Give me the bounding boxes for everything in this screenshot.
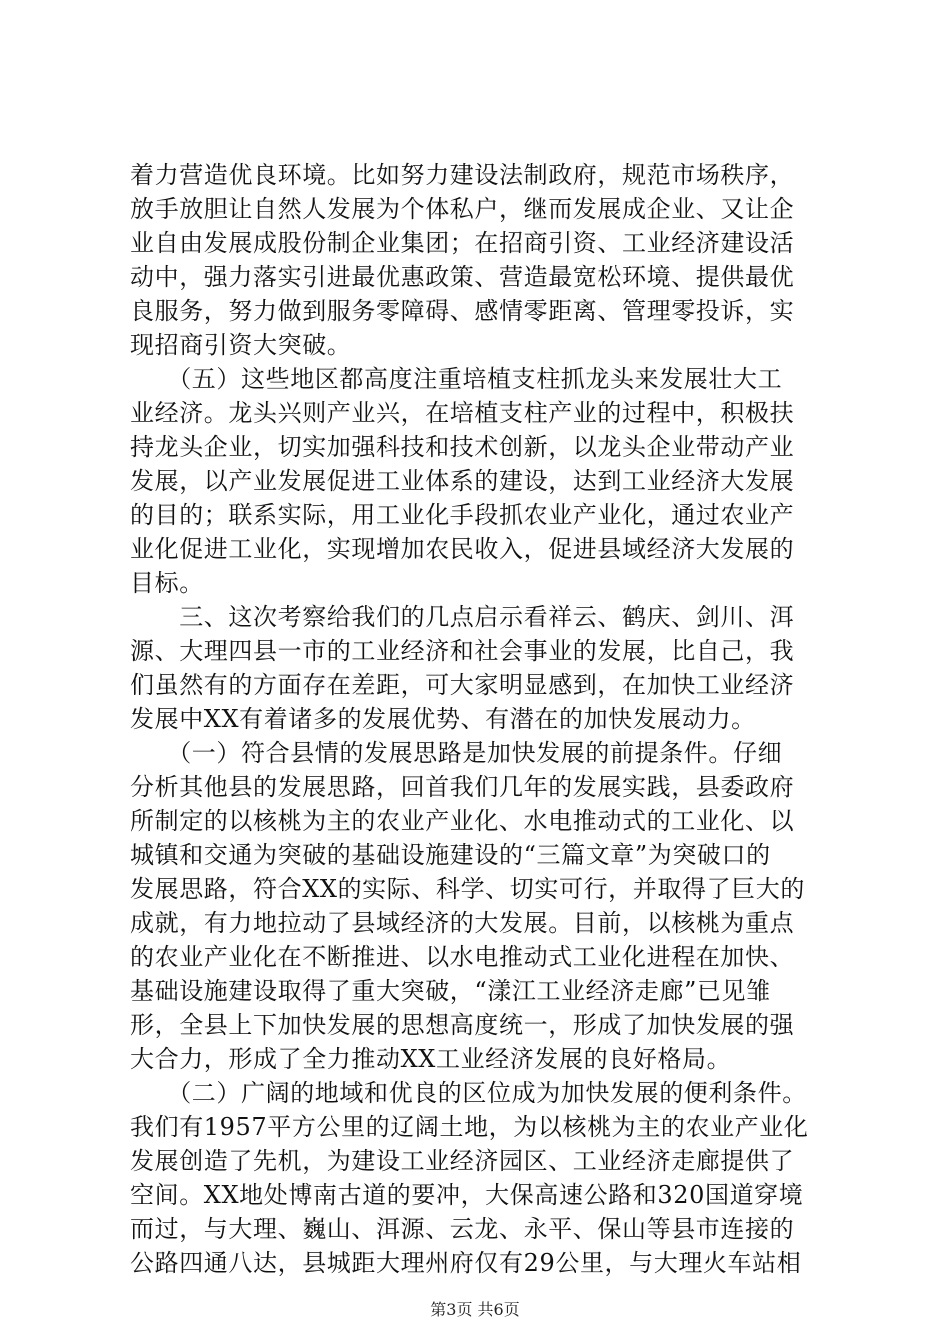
text-line: 着力营造优良环境。比如努力建设法制政府，规范市场秩序， bbox=[130, 161, 795, 189]
text-line: 现招商引资大突破。 bbox=[130, 331, 352, 359]
text-line: 的目的；联系实际，用工业化手段抓农业产业化，通过农业产 bbox=[130, 501, 795, 529]
text-line: 城镇和交通为突破的基础设施建设的“三篇文章”为突破口的 bbox=[130, 841, 771, 869]
text-line: 空间。XX地处博南古道的要冲，大保高速公路和320国道穿境 bbox=[130, 1181, 804, 1209]
text-line: 基础设施建设取得了重大突破，“漾江工业经济走廊”已见雏 bbox=[130, 977, 771, 1005]
text-line: 业自由发展成股份制企业集团；在招商引资、工业经济建设活 bbox=[130, 229, 795, 257]
text-line: 发展，以产业发展促进工业体系的建设，达到工业经济大发展 bbox=[130, 467, 795, 495]
text-line: 三、这次考察给我们的几点启示看祥云、鹤庆、剑川、洱 bbox=[130, 603, 795, 631]
text-line: 的农业产业化在不断推进、以水电推动式工业化进程在加快、 bbox=[130, 943, 795, 971]
text-line: 公路四通八达，县城距大理州府仅有29公里，与大理火车站相 bbox=[130, 1249, 802, 1277]
text-line: 发展创造了先机，为建设工业经济园区、工业经济走廊提供了 bbox=[130, 1147, 795, 1175]
text-line: 良服务，努力做到服务零障碍、感情零距离、管理零投诉，实 bbox=[130, 297, 795, 325]
text-line: （一）符合县情的发展思路是加快发展的前提条件。仔细 bbox=[130, 739, 783, 767]
text-line: 业化促进工业化，实现增加农民收入，促进县域经济大发展的 bbox=[130, 535, 795, 563]
text-line: 所制定的以核桃为主的农业产业化、水电推动式的工业化、以 bbox=[130, 807, 795, 835]
text-line: 发展中XX有着诸多的发展优势、有潜在的加快发展动力。 bbox=[130, 705, 756, 733]
text-line: 持龙头企业，切实加强科技和技术创新，以龙头企业带动产业 bbox=[130, 433, 795, 461]
text-line: 形，全县上下加快发展的思想高度统一，形成了加快发展的强 bbox=[130, 1011, 795, 1039]
text-line: （二）广阔的地域和优良的区位成为加快发展的便利条件。 bbox=[130, 1079, 807, 1107]
text-line: 业经济。龙头兴则产业兴，在培植支柱产业的过程中，积极扶 bbox=[130, 399, 795, 427]
text-line: 大合力，形成了全力推动XX工业经济发展的良好格局。 bbox=[130, 1045, 732, 1073]
text-line: 我们有1957平方公里的辽阔土地，为以核桃为主的农业产业化 bbox=[130, 1113, 809, 1141]
page-number-footer: 第3页 共6页 bbox=[430, 1300, 520, 1319]
text-line: 动中，强力落实引进最优惠政策、营造最宽松环境、提供最优 bbox=[130, 263, 795, 291]
text-line: 源、大理四县一市的工业经济和社会事业的发展，比自己，我 bbox=[130, 637, 795, 665]
text-line: 们虽然有的方面存在差距，可大家明显感到，在加快工业经济 bbox=[130, 671, 795, 699]
text-line: 放手放胆让自然人发展为个体私户，继而发展成企业、又让企 bbox=[130, 195, 795, 223]
text-line: 而过，与大理、巍山、洱源、云龙、永平、保山等县市连接的 bbox=[130, 1215, 795, 1243]
text-line: 发展思路，符合XX的实际、科学、切实可行，并取得了巨大的 bbox=[130, 875, 805, 903]
text-line: 成就，有力地拉动了县域经济的大发展。目前，以核桃为重点 bbox=[130, 909, 795, 937]
text-line: （五）这些地区都高度注重培植支柱抓龙头来发展壮大工 bbox=[130, 365, 783, 393]
text-line: 分析其他县的发展思路，回首我们几年的发展实践，县委政府 bbox=[130, 773, 795, 801]
text-line: 目标。 bbox=[130, 569, 204, 597]
